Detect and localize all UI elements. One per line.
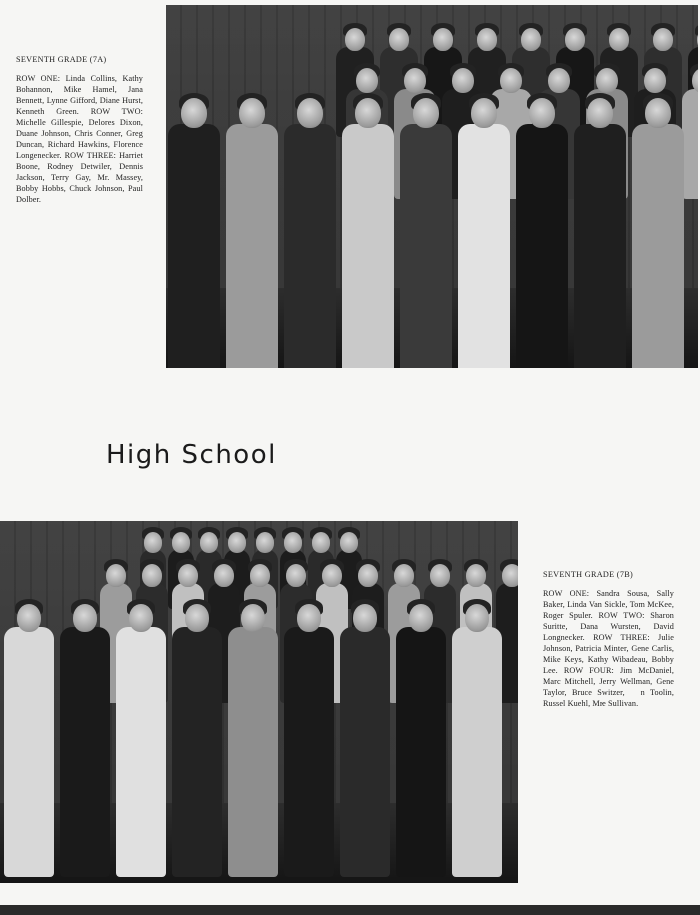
student-figure [116,601,166,875]
student-figure [340,601,390,875]
student-figure [226,95,278,368]
student-figure [396,601,446,875]
page-bottom-edge [0,905,700,915]
class-photo-7a [166,5,698,368]
caption-7a [16,54,143,205]
student-figure [168,95,220,368]
caption-7b [543,569,674,709]
student-figure [400,95,452,368]
student-figure [284,95,336,368]
caption-7b-names: ROW ONE: Sandra Sousa, Sally Baker, Linda Van Sickle, Tom McKee, Roger Spuler. ROW TWO: Sharon Suritte, Dana Wursten, David Longnecker. ROW THREE: Julie Johnson, Patricia Minter, Gene Carlis, Mike Keys, Kathy Wibadeau, Bobby Lee. ROW FOUR: Jim McDaniel, Marc Mitchell, Jerry Wellman, Gene Taylor, Bruce Switzer, n Toolin, Russel Kuehl, Mı̴e Sullivan. [543,589,674,708]
caption-7a-title: SEVENTH GRADE (7A) [16,55,107,64]
student-figure [342,95,394,368]
student-figure [228,601,278,875]
student-figure [458,95,510,368]
page-heading: High School [106,440,277,470]
student-figure [4,601,54,875]
student-figure [60,601,110,875]
student-figure [284,601,334,875]
student-figure [172,601,222,875]
caption-7a-names: ROW ONE: Linda Collins, Kathy Bohannon, Mike Hamel, Jana Bennett, Lynne Gifford, Diane Hurst, Kenneth Green. ROW TWO: Michelle Gillespie, Delores Dixon, Duane Johnson, Chris Conner, Greg Duncan, Richard Hawkins, Florence Longenecker. ROW THREE: Harriet Boone, Rodney Detwiler, Dennis Jackson, Terry Gay, Mr. Massey, Bobby Hobbs, Chuck Johnson, Paul Dolber. [16,74,143,204]
student-figure [452,601,502,875]
student-figure [574,95,626,368]
student-figure [516,95,568,368]
caption-7b-title: SEVENTH GRADE (7B) [543,570,633,579]
student-figure [632,95,684,368]
class-photo-7b [0,521,518,883]
student-figure [682,65,698,197]
